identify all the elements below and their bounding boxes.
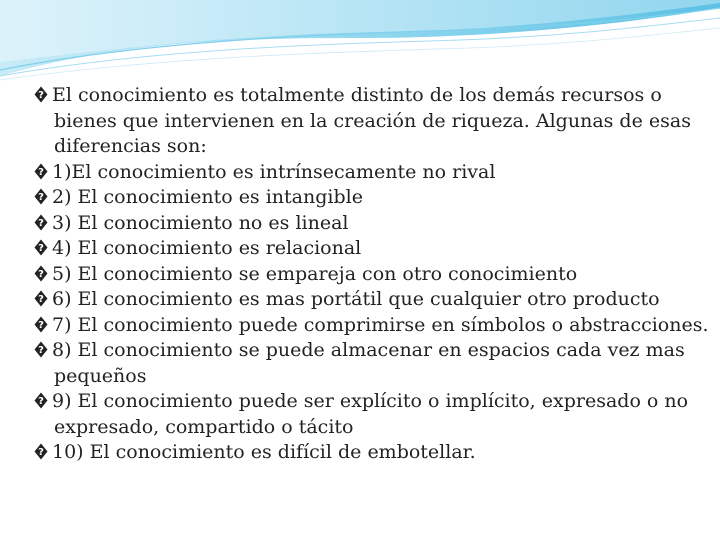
unknown-glyph-icon xyxy=(34,316,48,333)
unknown-glyph-icon xyxy=(34,239,48,256)
svg-text:?: ? xyxy=(38,447,44,458)
svg-text:?: ? xyxy=(38,90,44,101)
svg-text:?: ? xyxy=(38,319,44,331)
unknown-glyph-icon xyxy=(34,86,48,103)
list-item-text: 5) El conocimiento se empareja con otro conocimiento xyxy=(52,262,578,285)
svg-text:?: ? xyxy=(38,166,44,178)
svg-text:?: ? xyxy=(38,243,44,254)
list-item xyxy=(34,236,714,262)
svg-text:?: ? xyxy=(38,294,44,305)
list-item xyxy=(34,211,714,237)
svg-text:?: ? xyxy=(38,396,44,407)
unknown-glyph-icon xyxy=(34,392,48,409)
list-item-text: 2) El conocimiento es intangible xyxy=(52,186,363,208)
svg-text:?: ? xyxy=(38,268,44,280)
list-item-text: 7) El conocimiento puede comprimirse en símbolos o abstracciones. xyxy=(52,313,709,336)
list-item xyxy=(34,83,714,160)
unknown-glyph-icon xyxy=(34,341,48,358)
unknown-glyph-icon xyxy=(34,163,48,180)
list-item xyxy=(34,262,714,288)
svg-text:?: ? xyxy=(38,217,44,229)
list-item-text: El conocimiento es totalmente distinto de los demás recursos o bienes que intervienen en la creación de riqueza. Algunas de esas diferencias son: xyxy=(52,84,691,157)
list-item-text: 6) El conocimiento es mas portátil que cualquier otro producto xyxy=(52,288,660,310)
slide-body xyxy=(34,83,714,466)
unknown-glyph-icon xyxy=(34,265,48,282)
unknown-glyph-icon xyxy=(34,290,48,307)
unknown-glyph-icon xyxy=(34,443,48,460)
list-item-text: 4) El conocimiento es relacional xyxy=(52,237,362,259)
list-item-text: 8) El conocimiento se puede almacenar en espacios cada vez mas pequeños xyxy=(52,339,685,387)
unknown-glyph-icon xyxy=(34,188,48,205)
list-item-text: 10) El conocimiento es difícil de embotellar. xyxy=(52,441,476,463)
svg-text:?: ? xyxy=(38,345,44,356)
list-item xyxy=(34,160,714,186)
list-item xyxy=(34,313,714,339)
list-item xyxy=(34,287,714,313)
list-item-text: 3) El conocimiento no es lineal xyxy=(52,211,349,234)
list-item xyxy=(34,185,714,211)
unknown-glyph-icon xyxy=(34,214,48,231)
list-item xyxy=(34,440,714,466)
list-item-text: 1)El conocimiento es intrínsecamente no rival xyxy=(52,160,496,183)
list-item xyxy=(34,389,714,440)
svg-text:?: ? xyxy=(38,192,44,203)
list-item-text: 9) El conocimiento puede ser explícito o implícito, expresado o no expresado, compartido o tácito xyxy=(52,390,689,438)
list-item xyxy=(34,338,714,389)
